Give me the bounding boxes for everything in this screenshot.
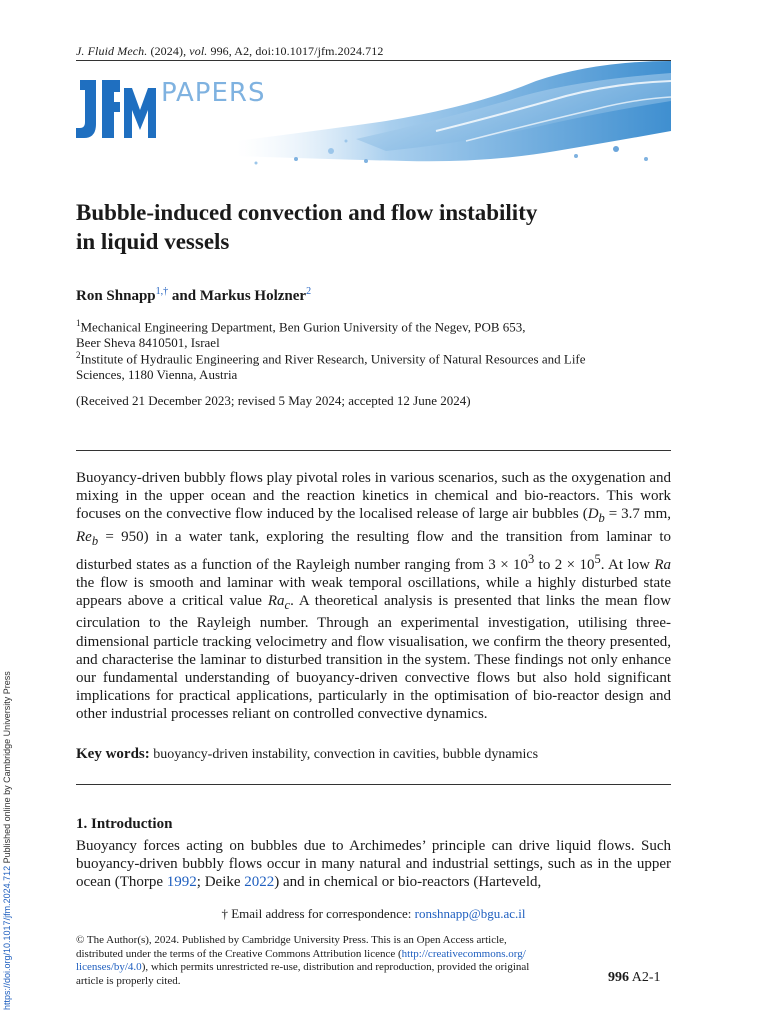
abstract-re-symbol: Re — [76, 528, 92, 545]
affiliation-2 — [76, 347, 671, 383]
introduction-paragraph — [76, 837, 671, 892]
author-1-affil: 1, — [155, 286, 164, 297]
footnote-text: † Email address for correspondence: — [221, 906, 415, 921]
paper-title — [76, 198, 676, 256]
correspondence-footnote — [76, 906, 671, 922]
paper-title-line2: in liquid vessels — [76, 229, 230, 254]
received-dates: (Received 21 December 2023; revised 5 May 2024; accepted 12 June 2024) — [76, 393, 471, 408]
abstract-db-sub: b — [598, 511, 605, 526]
section-heading-introduction: 1. Introduction — [76, 816, 173, 832]
abstract-bottom-rule — [76, 784, 671, 785]
affiliation-1-line2: Beer Sheva 8410501, Israel — [76, 335, 220, 351]
author-line — [76, 286, 311, 305]
abstract-re-sub: b — [91, 533, 99, 548]
abstract-text-3: the flow is smooth and laminar with weak temporal oscillations, while a highly disturbed state appears above a critical value — [76, 575, 671, 610]
keywords-label: Key words: — [76, 746, 150, 762]
affiliation-1-line1: Mechanical Engineering Department, Ben Gurion University of the Negev, POB 653, — [80, 319, 526, 335]
abstract-rac-sub: c — [284, 598, 291, 613]
author-1-name: Ron Shnapp — [76, 288, 156, 304]
intro-text-2: ; Deike — [196, 874, 245, 891]
side-doi-strip — [2, 671, 12, 1010]
abstract-db-value: = 3.7 mm, — [604, 506, 671, 523]
abstract-range-to: to 2 × 10 — [534, 556, 595, 573]
citation-year: (2024), — [150, 44, 187, 58]
license-line1: © The Author(s), 2024. Published by Cambridge University Press. This is an Open Access article, — [76, 934, 507, 946]
license-line3: ), which permits unrestricted re-use, distribution and reproduction, provided the original — [141, 961, 530, 973]
license-link-part1[interactable]: http://creativecommons.org/ — [401, 947, 526, 960]
abstract-exponent-2: 5 — [594, 551, 601, 566]
citation-line — [76, 44, 383, 59]
ref-link-thorpe-1992[interactable]: 1992 — [166, 874, 197, 891]
author-2-name: Markus Holzner — [199, 288, 307, 304]
abstract-ra-symbol: Ra — [654, 556, 671, 573]
author-2-affil: 2 — [306, 286, 312, 297]
intro-text-1: Buoyancy forces acting on bubbles due to Archimedes’ principle can drive liquid flows. Such buoyancy-driven bubbly flows occur in many natural and industrial settings, such as in the upper ocean (Thorpe — [76, 838, 671, 891]
ref-link-deike-2022[interactable]: 2022 — [244, 874, 275, 891]
abstract-rac-symbol: Ra — [267, 593, 285, 610]
papers-label: PAPERS — [161, 78, 266, 108]
abstract-exponent-1: 3 — [528, 551, 535, 566]
affiliation-2-line2: Sciences, 1180 Vienna, Austria — [76, 367, 238, 383]
intro-text-3: ) and in chemical or bio-reactors (Harteveld, — [274, 874, 542, 891]
correspondence-dagger-link[interactable]: † — [163, 286, 169, 297]
side-doi-link[interactable]: https://doi.org/10.1017/jfm.2024.712 — [2, 865, 12, 1010]
abstract-text-4: . A theoretical analysis is presented that links the mean flow circulation to the Rayleigh number. Through an experimental investigation, utilising three-dimensional particle tracking velocimetry and flow visualisation, we confirm the theory presented, and characterise the laminar to disturbed transition in the system. These findings not only enhance our fundamental understanding of buoyancy-driven convective flows but also hold significant implications for practical applications, particularly in the optimisation of bio-reactor design and other industrial processes reliant on controlled convective dynamics. — [76, 593, 671, 723]
paper-title-line1: Bubble-induced convection and flow instability — [76, 200, 538, 225]
keywords — [76, 746, 671, 763]
journal-banner — [76, 60, 671, 168]
affiliation-2-line1: Institute of Hydraulic Engineering and River Research, University of Natural Resources and Life — [80, 351, 586, 367]
abstract-re-value: = 950) in a water tank, exploring the resulting flow and the transition from laminar to disturbed states as a function of the Rayleigh number ranging from 3 × 10 — [76, 528, 671, 573]
journal-name: J. Fluid Mech. — [76, 44, 148, 58]
water-splash-image — [236, 61, 671, 167]
affiliation-1 — [76, 315, 671, 351]
email-link[interactable]: ronshnapp@bgu.ac.il — [414, 906, 526, 921]
page-number — [608, 970, 661, 986]
affiliation-2-number: 2 — [76, 350, 81, 360]
abstract-text-2: . At low — [600, 556, 655, 573]
license-line2: distributed under the terms of the Creative Commons Attribution licence ( — [76, 947, 402, 960]
keywords-text: buoyancy-driven instability, convection in cavities, bubble dynamics — [149, 747, 539, 762]
page-id: A2-1 — [629, 970, 661, 985]
jfm-logo — [76, 80, 156, 142]
abstract — [76, 469, 671, 724]
author-and: and — [168, 288, 200, 304]
side-doi-text: Published online by Cambridge University Press — [2, 671, 12, 866]
page-volume: 996 — [608, 970, 629, 985]
license-link-part2[interactable]: licenses/by/4.0 — [76, 961, 142, 973]
citation-vol-label: vol. — [189, 44, 208, 58]
citation-vol-rest: 996, A2, doi:10.1017/jfm.2024.712 — [210, 44, 384, 58]
license-line4: article is properly cited. — [76, 974, 181, 987]
license-notice — [76, 934, 596, 988]
abstract-top-rule — [76, 450, 671, 451]
abstract-db-symbol: D — [587, 506, 599, 523]
affiliation-1-number: 1 — [76, 318, 81, 328]
abstract-text-1: Buoyancy-driven bubbly flows play pivotal roles in various scenarios, such as the oxygenation and mixing in the upper ocean and the reaction kinetics in chemical and bio-reactors. This work focuses on the convective flow induced by the localised release of large air bubbles ( — [76, 470, 671, 523]
